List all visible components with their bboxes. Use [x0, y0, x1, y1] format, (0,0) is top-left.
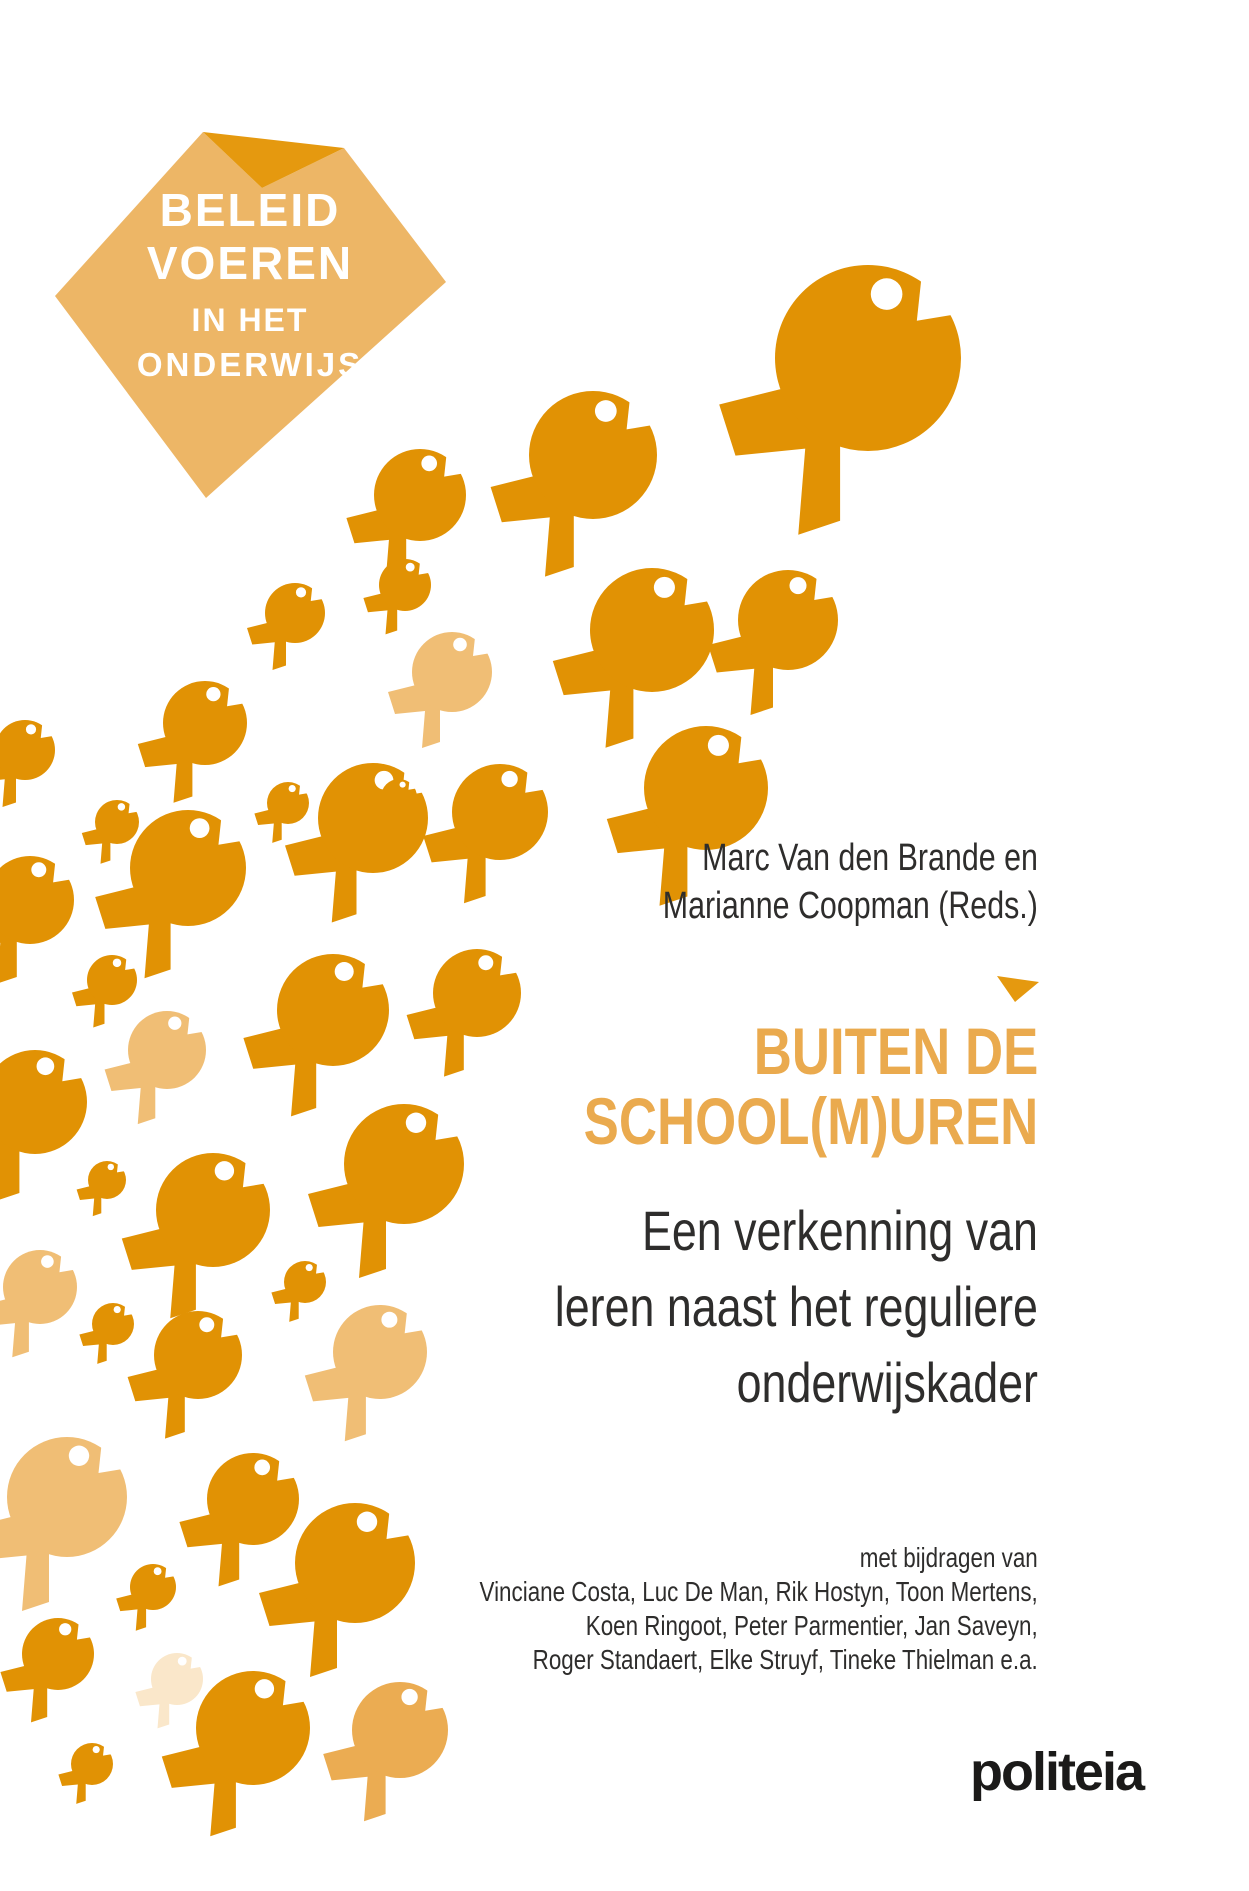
publisher-logo: politeia	[969, 1742, 1143, 1802]
fish-icon	[407, 945, 527, 1077]
fish-icon	[0, 1614, 98, 1722]
subtitle-line-1: Een verkenning van	[641, 1199, 1038, 1262]
fish-icon	[0, 1045, 94, 1201]
contributors-line-2: Koen Ringoot, Peter Parmentier, Jan Saveyn,	[586, 1610, 1038, 1641]
fish-icon	[388, 628, 497, 748]
contributors-line-3: Roger Standaert, Elke Struyf, Tineke Thielman e.a.	[532, 1644, 1038, 1675]
fish-icon	[135, 1650, 206, 1728]
fish-icon	[423, 759, 554, 903]
fish-icon	[0, 1246, 82, 1357]
fish-icon	[58, 1741, 115, 1804]
fish-icon	[128, 1307, 248, 1439]
badge-line-1: BELEID	[159, 184, 341, 236]
fish-icon	[0, 852, 80, 984]
fish-icon	[122, 1147, 277, 1318]
fish-icon	[138, 677, 252, 803]
book-title	[583, 1016, 1038, 1156]
fish-icon	[271, 1259, 328, 1322]
fish-icon	[179, 1448, 304, 1586]
fish-icon	[79, 1301, 136, 1364]
badge-line-3: IN HET	[191, 302, 309, 338]
fish-icon	[363, 556, 434, 634]
fish-icon	[308, 1098, 472, 1278]
fish-icon	[719, 256, 972, 535]
contributors	[480, 1541, 1038, 1677]
author-line-2: Marianne Coopman (Reds.)	[662, 885, 1038, 927]
fish-icon	[243, 948, 396, 1116]
fish-icon	[72, 953, 140, 1028]
fish-icon	[553, 562, 722, 748]
author-line-1: Marc Van den Brande en	[702, 837, 1038, 879]
fish-icon	[116, 1562, 179, 1631]
fish-icon	[0, 1431, 135, 1611]
badge-text	[100, 184, 400, 387]
fish-icon	[77, 1159, 129, 1216]
fish-icon	[105, 1007, 211, 1124]
badge-line-2: VOEREN	[146, 237, 354, 289]
fish-icon	[323, 1677, 454, 1821]
title-line-2: SCHOOL(M)UREN	[583, 1084, 1038, 1158]
author-names	[663, 834, 1038, 930]
subtitle-line-3: onderwijskader	[736, 1351, 1038, 1414]
fish-icon	[305, 1300, 433, 1441]
fish-icon	[0, 717, 59, 807]
badge-line-4: ONDERWIJS	[136, 346, 364, 383]
contributors-line-1: Vinciane Costa, Luc De Man, Rik Hostyn, Toon Mertens,	[479, 1576, 1038, 1607]
fish-icon	[254, 780, 311, 843]
book-subtitle	[555, 1193, 1038, 1421]
subtitle-line-2: leren naast het reguliere	[554, 1275, 1038, 1338]
contributors-intro: met bijdragen van	[859, 1542, 1038, 1573]
title-line-1: BUITEN DE	[753, 1014, 1038, 1088]
fish-icon	[491, 385, 665, 577]
fish-icon	[247, 580, 329, 670]
fish-icon	[708, 565, 844, 715]
title-marker-triangle	[997, 976, 1039, 1002]
